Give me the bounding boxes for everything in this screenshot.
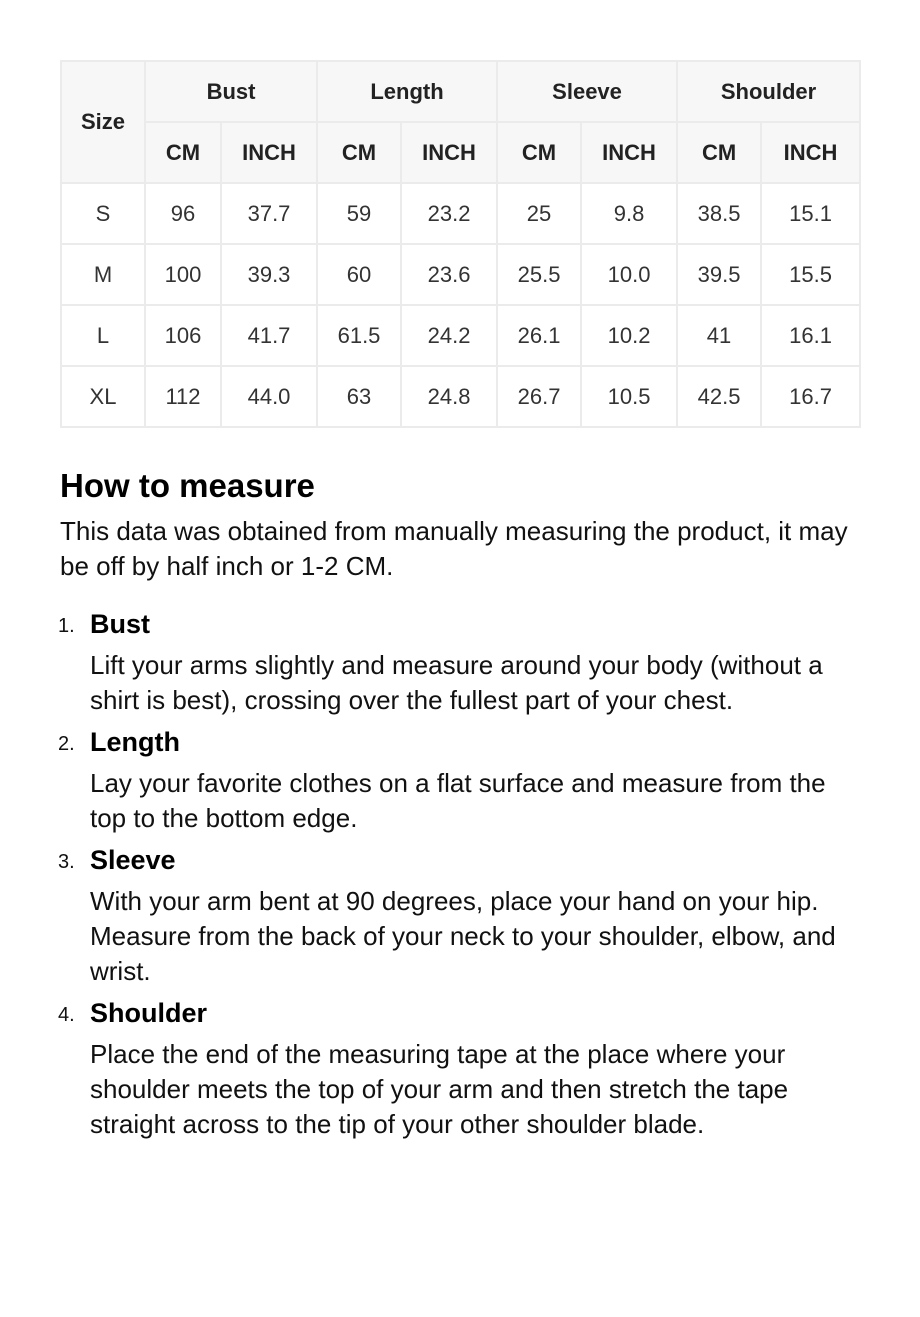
table-cell: 38.5	[677, 183, 761, 244]
table-cell: 9.8	[581, 183, 677, 244]
table-cell: 10.5	[581, 366, 677, 427]
header-unit-inch: INCH	[761, 122, 860, 183]
table-cell: 16.7	[761, 366, 860, 427]
list-item-description: Lay your favorite clothes on a flat surface and measure from the top to the bottom edge.	[90, 768, 826, 833]
how-to-measure-heading: How to measure	[60, 467, 315, 504]
header-unit-cm: CM	[677, 122, 761, 183]
header-unit-cm: CM	[497, 122, 581, 183]
table-cell: 24.2	[401, 305, 497, 366]
header-size: Size	[61, 61, 145, 183]
size-guide	[60, 60, 860, 1150]
table-cell: 61.5	[317, 305, 401, 366]
list-item	[60, 608, 860, 718]
header-shoulder: Shoulder	[677, 61, 860, 122]
list-item-title: Bust	[90, 609, 150, 639]
list-item-title: Length	[90, 727, 180, 757]
table-cell: 16.1	[761, 305, 860, 366]
table-cell: 112	[145, 366, 221, 427]
list-item-number: 4.	[58, 1004, 75, 1026]
list-item	[60, 726, 860, 836]
table-cell: 24.8	[401, 366, 497, 427]
table-row	[61, 183, 860, 244]
list-item-description: Lift your arms slightly and measure around your body (without a shirt is best), crossing over the fullest part of your chest.	[90, 650, 823, 715]
header-unit-cm: CM	[145, 122, 221, 183]
table-cell: 15.1	[761, 183, 860, 244]
table-cell: 39.5	[677, 244, 761, 305]
table-row	[61, 244, 860, 305]
table-cell: 26.7	[497, 366, 581, 427]
table-cell: 15.5	[761, 244, 860, 305]
list-item-description: Place the end of the measuring tape at the place where your shoulder meets the top of your arm and then stretch the tape straight across to the tip of your other shoulder blade.	[90, 1039, 789, 1139]
table-cell: 26.1	[497, 305, 581, 366]
table-cell: 41.7	[221, 305, 317, 366]
header-unit-inch: INCH	[221, 122, 317, 183]
table-cell: 10.0	[581, 244, 677, 305]
table-cell: 42.5	[677, 366, 761, 427]
table-cell: 23.6	[401, 244, 497, 305]
table-cell: 60	[317, 244, 401, 305]
header-length: Length	[317, 61, 497, 122]
list-item-number: 3.	[58, 851, 75, 873]
table-row	[61, 366, 860, 427]
header-unit-inch: INCH	[581, 122, 677, 183]
list-item-title: Sleeve	[90, 845, 176, 875]
table-cell: 25.5	[497, 244, 581, 305]
table-cell: L	[61, 305, 145, 366]
table-header-row-units	[61, 122, 860, 183]
table-cell: 10.2	[581, 305, 677, 366]
table-row	[61, 305, 860, 366]
table-cell: 59	[317, 183, 401, 244]
table-cell: S	[61, 183, 145, 244]
table-header-row-groups	[61, 61, 860, 122]
header-unit-inch: INCH	[401, 122, 497, 183]
table-cell: 37.7	[221, 183, 317, 244]
table-cell: 63	[317, 366, 401, 427]
table-cell: M	[61, 244, 145, 305]
table-cell: 39.3	[221, 244, 317, 305]
size-chart-table	[60, 60, 861, 428]
table-cell: XL	[61, 366, 145, 427]
list-item-number: 1.	[58, 615, 75, 637]
list-item-description: With your arm bent at 90 degrees, place your hand on your hip. Measure from the back of your neck to your shoulder, elbow, and wrist.	[90, 886, 836, 986]
list-item	[60, 997, 860, 1142]
table-cell: 41	[677, 305, 761, 366]
table-cell: 96	[145, 183, 221, 244]
list-item	[60, 844, 860, 989]
header-bust: Bust	[145, 61, 317, 122]
list-item-title: Shoulder	[90, 998, 208, 1028]
header-unit-cm: CM	[317, 122, 401, 183]
table-cell: 44.0	[221, 366, 317, 427]
header-sleeve: Sleeve	[497, 61, 677, 122]
table-cell: 23.2	[401, 183, 497, 244]
list-item-number: 2.	[58, 733, 75, 755]
table-cell: 25	[497, 183, 581, 244]
table-cell: 100	[145, 244, 221, 305]
table-cell: 106	[145, 305, 221, 366]
intro-text: This data was obtained from manually measuring the product, it may be off by half inch or 1-2 CM.	[60, 516, 848, 581]
measure-list	[60, 608, 860, 1142]
